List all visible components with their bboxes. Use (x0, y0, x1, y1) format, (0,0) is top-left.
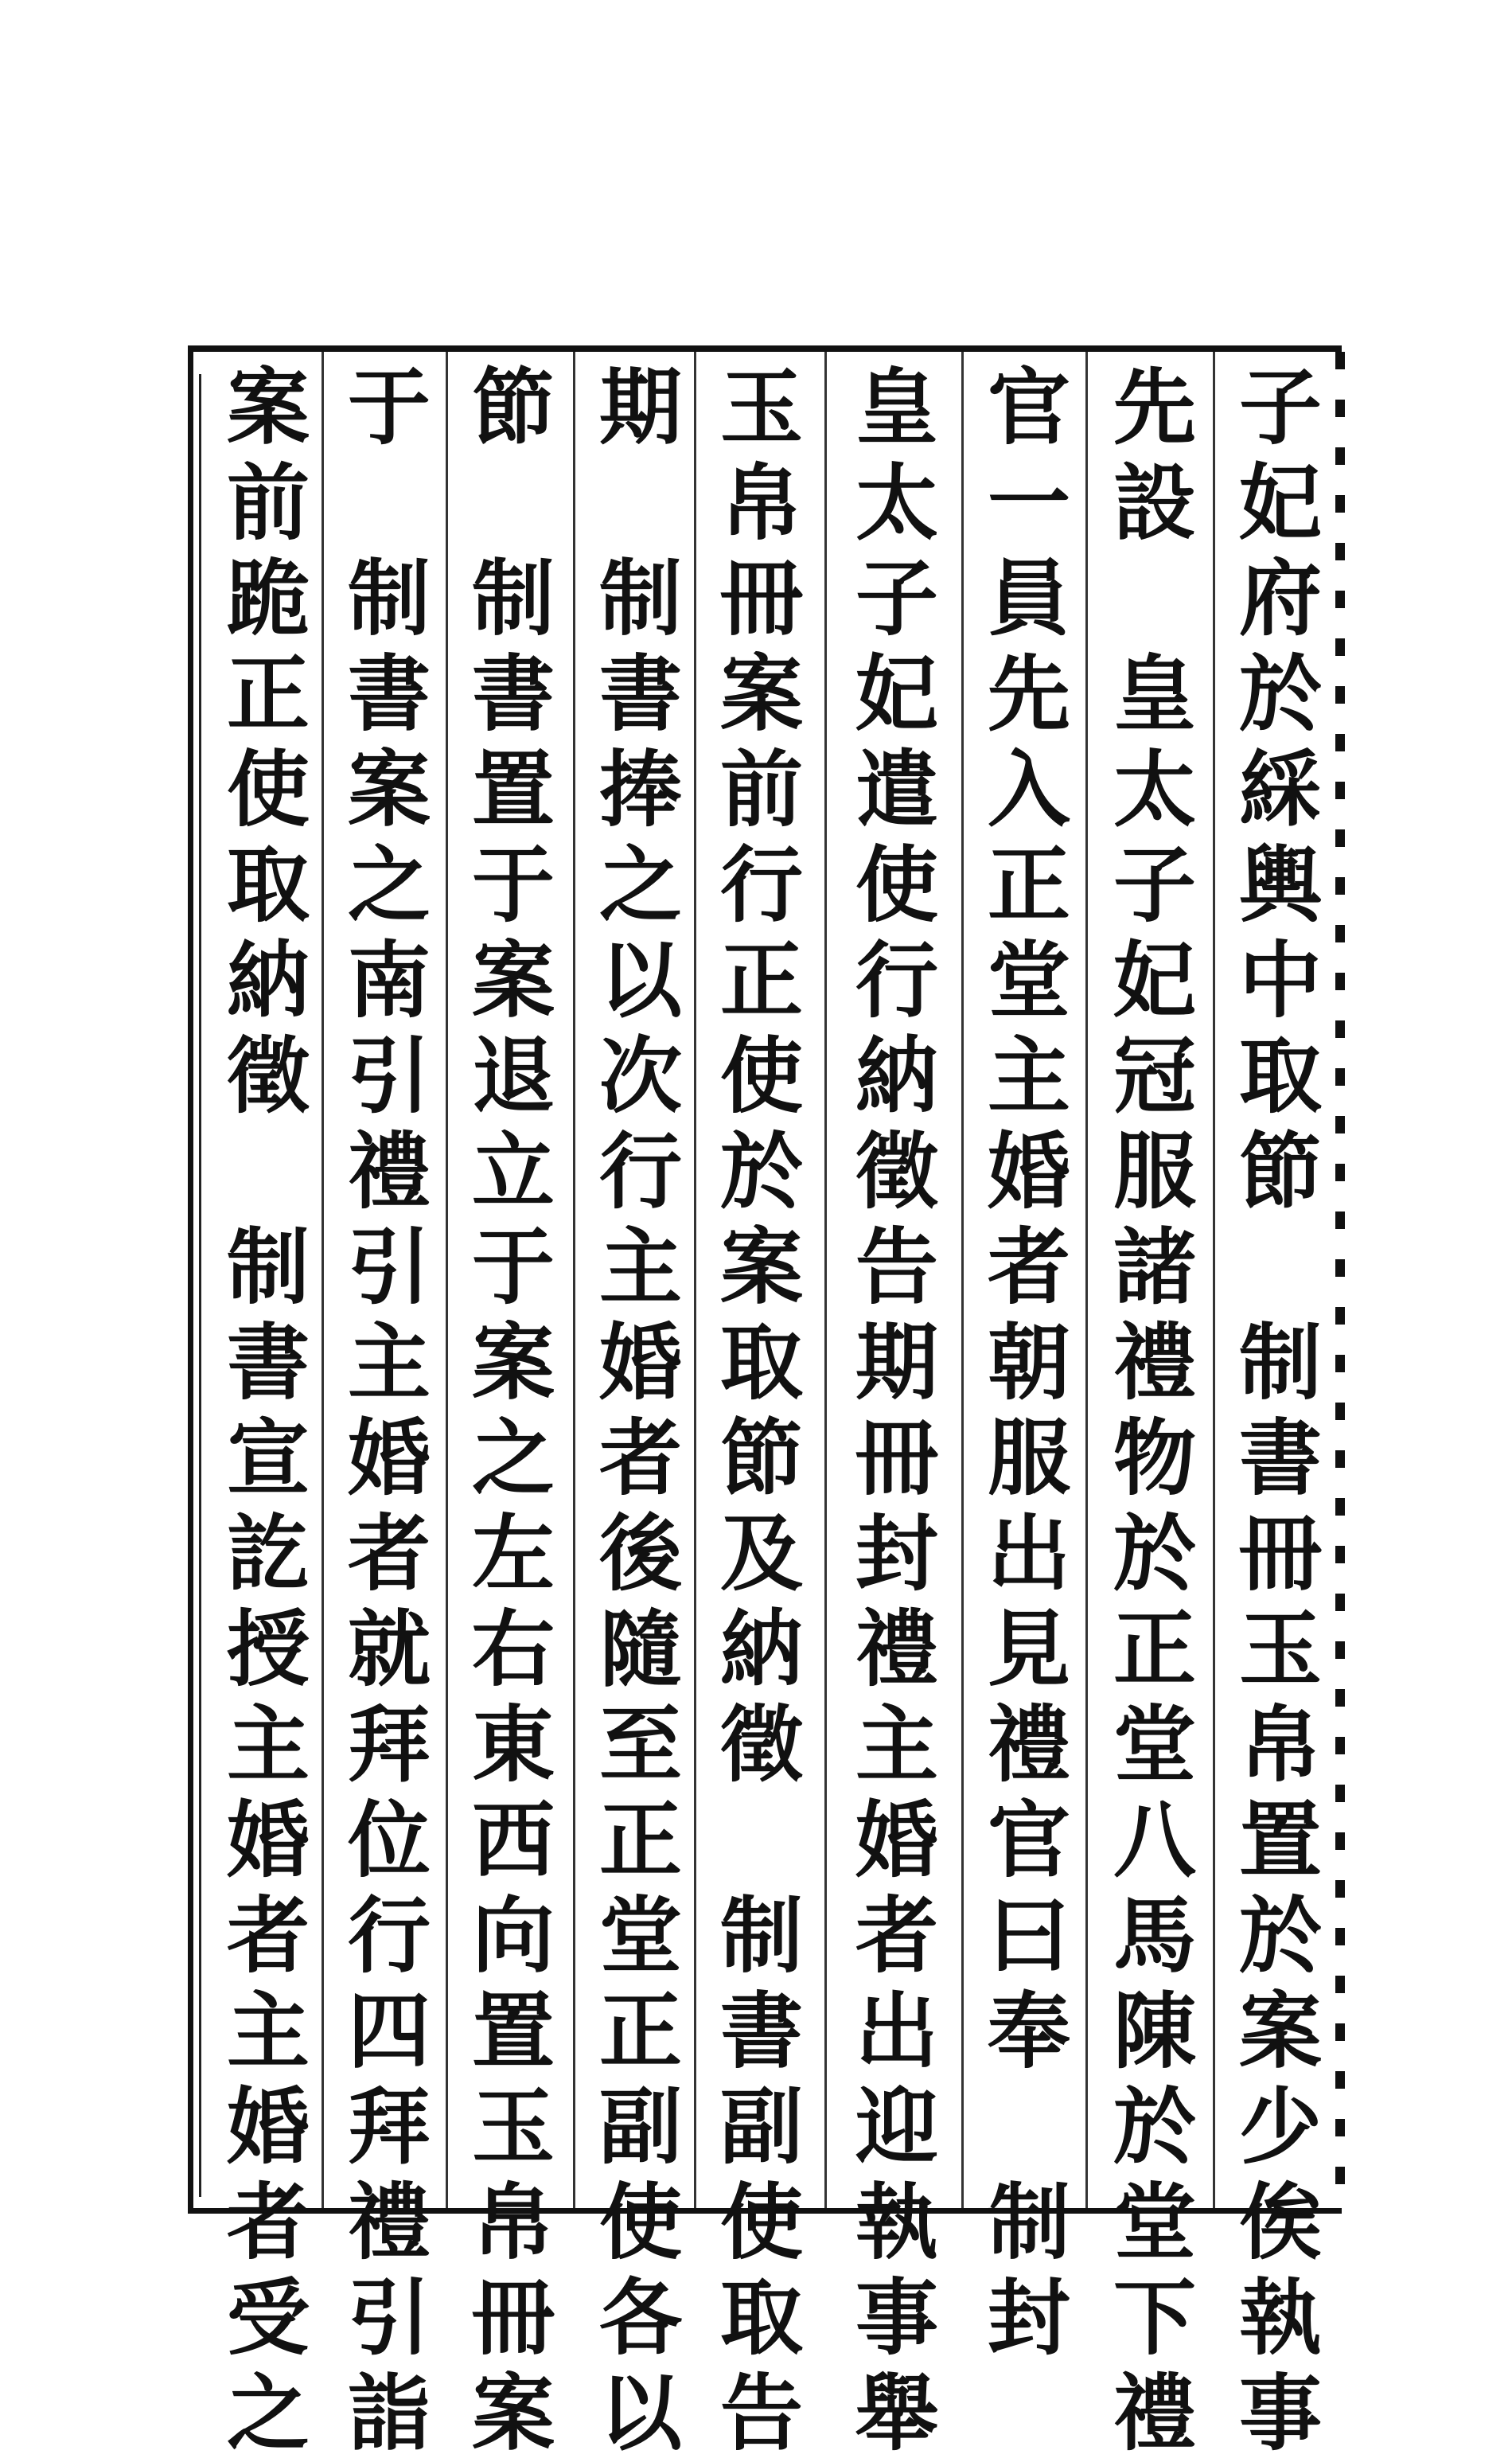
glyph: 之 (226, 2364, 310, 2462)
glyph: 案 (719, 645, 803, 743)
glyph: 曰 (987, 1886, 1070, 1984)
glyph: 節 (719, 1409, 803, 1507)
column-space (1095, 551, 1214, 646)
glyph: 婚 (226, 2078, 310, 2175)
glyph: 案 (471, 1313, 555, 1411)
glyph: 於 (1113, 2078, 1196, 2175)
column-divider (961, 352, 964, 2208)
glyph: 書 (226, 1313, 310, 1411)
glyph: 冊 (855, 1409, 938, 1507)
glyph: 使 (855, 836, 938, 934)
glyph: 授 (226, 1600, 310, 1698)
glyph: 婚 (855, 1791, 938, 1889)
glyph: 妃 (1113, 931, 1196, 1029)
glyph: 遣 (855, 740, 938, 838)
glyph: 徵 (719, 1695, 803, 1793)
glyph: 府 (1238, 549, 1322, 647)
glyph: 受 (226, 2269, 310, 2366)
frame-top-rule (188, 345, 1342, 352)
glyph: 告 (855, 1218, 938, 1316)
glyph: 俟 (1238, 2173, 1322, 2271)
text-column-5 (702, 358, 821, 2462)
glyph: 主 (226, 1695, 310, 1793)
glyph: 者 (987, 1218, 1070, 1316)
glyph: 案 (347, 740, 431, 838)
glyph: 下 (1113, 2269, 1196, 2366)
glyph: 期 (598, 358, 682, 456)
glyph: 帛 (1238, 1695, 1322, 1793)
glyph: 跪 (226, 549, 310, 647)
glyph: 皇 (1113, 645, 1196, 743)
glyph: 訖 (226, 1504, 310, 1602)
glyph: 冠 (1113, 1027, 1196, 1125)
glyph: 冊 (1238, 1504, 1322, 1602)
frame-left-rule (188, 345, 193, 2214)
column-divider (824, 352, 827, 2208)
text-column-8 (329, 358, 449, 2462)
glyph: 設 (1113, 454, 1196, 552)
glyph: 主 (855, 1695, 938, 1793)
glyph: 禮 (1113, 2364, 1196, 2462)
glyph: 取 (719, 1313, 803, 1411)
glyph: 子 (1113, 836, 1196, 934)
glyph: 物 (1113, 1409, 1196, 1507)
column-space (581, 455, 700, 551)
glyph: 置 (471, 740, 555, 838)
glyph: 於 (1238, 1886, 1322, 1984)
glyph: 皇 (855, 358, 938, 456)
glyph: 玉 (719, 358, 803, 456)
glyph: 正 (987, 836, 1070, 934)
glyph: 行 (347, 1886, 431, 1984)
glyph: 綵 (1238, 740, 1322, 838)
glyph: 婚 (987, 1122, 1070, 1220)
glyph: 西 (471, 1791, 555, 1889)
glyph: 馬 (1113, 1886, 1196, 1984)
glyph: 於 (1113, 1504, 1196, 1602)
glyph: 東 (471, 1695, 555, 1793)
glyph: 堂 (598, 1886, 682, 1984)
glyph: 捧 (598, 740, 682, 838)
glyph: 主 (598, 1218, 682, 1316)
glyph: 冊 (719, 549, 803, 647)
glyph: 陳 (1113, 1982, 1196, 2080)
glyph: 少 (1238, 2078, 1322, 2175)
glyph: 制 (598, 549, 682, 647)
glyph: 入 (987, 740, 1070, 838)
glyph: 使 (719, 2173, 803, 2271)
column-space (208, 1124, 328, 1219)
glyph: 徵 (226, 1027, 310, 1125)
glyph: 婚 (226, 1791, 310, 1889)
glyph: 太 (855, 454, 938, 552)
glyph: 書 (471, 645, 555, 743)
glyph: 禮 (347, 2173, 431, 2271)
glyph: 南 (347, 931, 431, 1029)
glyph: 服 (1113, 1122, 1196, 1220)
glyph: 制 (987, 2173, 1070, 2271)
text-column-9 (208, 358, 328, 2462)
glyph: 堂 (1113, 1695, 1196, 1793)
glyph: 副 (598, 2078, 682, 2175)
glyph: 子 (855, 549, 938, 647)
glyph: 位 (347, 1791, 431, 1889)
glyph: 使 (598, 2173, 682, 2271)
glyph: 制 (471, 549, 555, 647)
glyph: 禮 (855, 1600, 938, 1698)
glyph: 於 (1238, 645, 1322, 743)
glyph: 案 (226, 358, 310, 456)
glyph: 婚 (347, 1409, 431, 1507)
column-space (969, 2079, 1089, 2175)
glyph: 以 (598, 2364, 682, 2462)
glyph: 節 (1238, 1122, 1322, 1220)
column-space (329, 455, 449, 551)
glyph: 出 (987, 1504, 1070, 1602)
glyph: 于 (347, 358, 431, 456)
glyph: 置 (471, 1982, 555, 2080)
glyph: 後 (598, 1504, 682, 1602)
glyph: 右 (471, 1600, 555, 1698)
text-column-1 (1221, 358, 1340, 2462)
frame-left-inner-rule (199, 374, 201, 2197)
glyph: 一 (987, 454, 1070, 552)
glyph: 事 (1238, 2364, 1322, 2462)
glyph: 迎 (855, 2078, 938, 2175)
glyph: 者 (855, 1886, 938, 1984)
glyph: 正 (598, 1982, 682, 2080)
glyph: 隨 (598, 1600, 682, 1698)
glyph: 正 (226, 645, 310, 743)
glyph: 封 (855, 1504, 938, 1602)
glyph: 朝 (987, 1313, 1070, 1411)
glyph: 帛 (719, 454, 803, 552)
glyph: 正 (1113, 1600, 1196, 1698)
glyph: 副 (719, 2078, 803, 2175)
glyph: 禮 (987, 1695, 1070, 1793)
glyph: 舉 (855, 2364, 938, 2462)
glyph: 案 (471, 2364, 555, 2462)
glyph: 輿 (1238, 836, 1322, 934)
glyph: 者 (347, 1504, 431, 1602)
column-space (1221, 1219, 1340, 1315)
glyph: 員 (987, 549, 1070, 647)
glyph: 取 (1238, 1027, 1322, 1125)
glyph: 主 (347, 1313, 431, 1411)
glyph: 之 (598, 836, 682, 934)
glyph: 及 (719, 1504, 803, 1602)
glyph: 于 (471, 836, 555, 934)
glyph: 官 (987, 358, 1070, 456)
glyph: 制 (226, 1218, 310, 1316)
glyph: 子 (1238, 358, 1322, 456)
glyph: 行 (855, 931, 938, 1029)
glyph: 奉 (987, 1982, 1070, 2080)
glyph: 行 (719, 836, 803, 934)
text-column-2 (1095, 358, 1214, 2462)
glyph: 主 (987, 1027, 1070, 1125)
glyph: 封 (987, 2269, 1070, 2366)
glyph: 事 (855, 2269, 938, 2366)
glyph: 制 (719, 1886, 803, 1984)
glyph: 案 (471, 931, 555, 1029)
glyph: 拜 (347, 1695, 431, 1793)
glyph: 出 (855, 1982, 938, 2080)
glyph: 者 (226, 2173, 310, 2271)
glyph: 者 (226, 1886, 310, 1984)
glyph: 冊 (471, 2269, 555, 2366)
glyph: 諸 (1113, 1218, 1196, 1316)
glyph: 正 (598, 1791, 682, 1889)
glyph: 宣 (226, 1409, 310, 1507)
text-column-3 (969, 358, 1089, 2366)
text-column-4 (837, 358, 957, 2462)
glyph: 取 (226, 836, 310, 934)
glyph: 太 (1113, 740, 1196, 838)
glyph: 使 (226, 740, 310, 838)
glyph: 引 (347, 1218, 431, 1316)
glyph: 拜 (347, 2078, 431, 2175)
glyph: 于 (471, 1218, 555, 1316)
glyph: 左 (471, 1504, 555, 1602)
glyph: 於 (719, 1122, 803, 1220)
glyph: 制 (347, 549, 431, 647)
glyph: 官 (987, 1791, 1070, 1889)
glyph: 引 (347, 2269, 431, 2366)
glyph: 納 (226, 931, 310, 1029)
glyph: 先 (987, 645, 1070, 743)
column-space (702, 1793, 821, 1888)
glyph: 向 (471, 1886, 555, 1984)
glyph: 玉 (471, 2078, 555, 2175)
glyph: 詣 (347, 2364, 431, 2462)
glyph: 制 (1238, 1313, 1322, 1411)
glyph: 徵 (855, 1122, 938, 1220)
glyph: 案 (719, 1218, 803, 1316)
glyph: 取 (719, 2269, 803, 2366)
glyph: 書 (719, 1982, 803, 2080)
glyph: 立 (471, 1122, 555, 1220)
glyph: 禮 (1113, 1313, 1196, 1411)
glyph: 禮 (347, 1122, 431, 1220)
glyph: 婚 (598, 1313, 682, 1411)
glyph: 妃 (1238, 454, 1322, 552)
glyph: 行 (598, 1122, 682, 1220)
glyph: 置 (1238, 1791, 1322, 1889)
glyph: 四 (347, 1982, 431, 2080)
glyph: 節 (471, 358, 555, 456)
glyph: 至 (598, 1695, 682, 1793)
glyph: 告 (719, 2364, 803, 2462)
glyph: 書 (347, 645, 431, 743)
glyph: 見 (987, 1600, 1070, 1698)
glyph: 以 (598, 931, 682, 1029)
glyph: 中 (1238, 931, 1322, 1029)
glyph: 案 (1238, 1982, 1322, 2080)
glyph: 執 (1238, 2269, 1322, 2366)
glyph: 使 (719, 1027, 803, 1125)
glyph: 各 (598, 2269, 682, 2366)
glyph: 就 (347, 1600, 431, 1698)
text-column-6 (581, 358, 700, 2462)
glyph: 前 (719, 740, 803, 838)
glyph: 納 (719, 1600, 803, 1698)
glyph: 八 (1113, 1791, 1196, 1889)
glyph: 納 (855, 1027, 938, 1125)
glyph: 之 (471, 1409, 555, 1507)
column-divider (573, 352, 575, 2208)
glyph: 妃 (855, 645, 938, 743)
glyph: 正 (719, 931, 803, 1029)
glyph: 堂 (1113, 2173, 1196, 2271)
glyph: 主 (226, 1982, 310, 2080)
glyph: 者 (598, 1409, 682, 1507)
glyph: 執 (855, 2173, 938, 2271)
glyph: 堂 (987, 931, 1070, 1029)
glyph: 書 (598, 645, 682, 743)
glyph: 帛 (471, 2173, 555, 2271)
glyph: 次 (598, 1027, 682, 1125)
glyph: 退 (471, 1027, 555, 1125)
glyph: 期 (855, 1313, 938, 1411)
text-column-7 (454, 358, 573, 2462)
glyph: 先 (1113, 358, 1196, 456)
glyph: 書 (1238, 1409, 1322, 1507)
glyph: 之 (347, 836, 431, 934)
glyph: 玉 (1238, 1600, 1322, 1698)
glyph: 服 (987, 1409, 1070, 1507)
glyph: 前 (226, 454, 310, 552)
glyph: 引 (347, 1027, 431, 1125)
